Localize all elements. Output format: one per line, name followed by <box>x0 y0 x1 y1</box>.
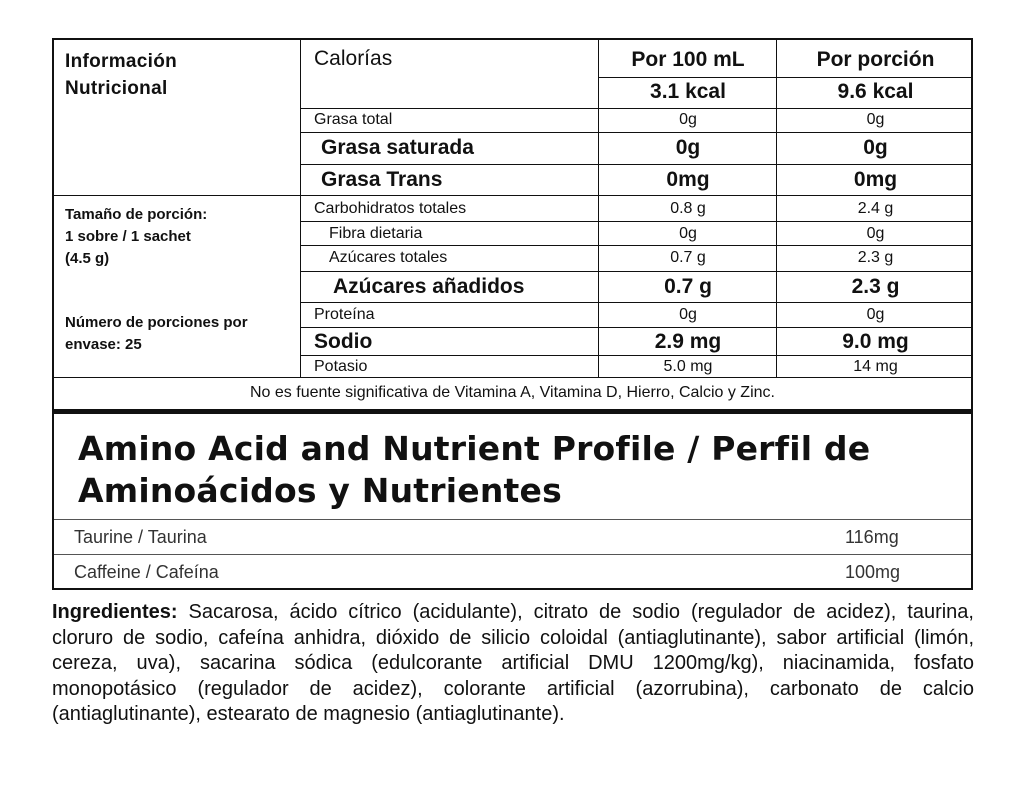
amino-row-taurine <box>54 519 971 555</box>
nutrient-portion-grasa-saturada: 0g <box>863 136 888 159</box>
nutrient-portion-sodio: 9.0 mg <box>842 330 909 353</box>
kcal-per-100ml: 3.1 kcal <box>650 80 726 103</box>
calorias-label: Calorías <box>314 47 393 70</box>
amino-profile-table <box>52 409 973 590</box>
nutrient-per100-fibra: 0g <box>679 225 697 242</box>
nutrient-portion-grasa-total: 0g <box>866 111 885 128</box>
nutrient-portion-grasa-trans: 0mg <box>853 168 898 191</box>
amino-title-line2: Aminoácidos y Nutrientes <box>78 471 562 510</box>
ingredients-label: Ingredientes: <box>52 601 178 623</box>
nutrient-per100-grasa-trans: 0mg <box>666 168 710 191</box>
nutrient-name-sodio: Sodio <box>314 330 373 353</box>
serving-size-grams: (4.5 g) <box>65 250 110 267</box>
kcal-per-portion: 9.6 kcal <box>837 80 914 103</box>
nutrient-portion-proteina: 0g <box>866 306 885 323</box>
amino-value: 116mg <box>845 527 899 547</box>
servings-per-container-value: envase: 25 <box>65 336 142 353</box>
nutrient-name-proteina: Proteína <box>314 306 375 323</box>
ingredients-text: Sacarosa, ácido cítrico (acidulante), citrato de sodio (regulador de acidez), taurina, cloruro de sodio, cafeína anhidra, dióxido de silicio coloidal (antiaglutinante), sabor artificial (limón, cereza, uva), sacarina sódica (edulcorante artificial DMU 1200mg/kg), niacinamida, fosfato monopotásico (regulador de acidez), colorante artificial (azorrubina), carbonato de calcio (antiaglutinante), estearato de magnesio (antiaglutinante). <box>52 601 974 726</box>
nutrition-title-line1: Información <box>65 51 178 72</box>
nutrient-portion-azucares-totales: 2.3 g <box>857 249 894 266</box>
ingredients-paragraph <box>52 600 974 728</box>
amino-value: 100mg <box>845 562 901 582</box>
nutrient-name-azucares-totales: Azúcares totales <box>329 249 448 266</box>
nutrient-name-grasa-saturada: Grasa saturada <box>321 136 474 159</box>
amino-profile-title <box>78 428 870 512</box>
nutrient-per100-proteina: 0g <box>679 306 697 323</box>
nutrient-portion-azucares-anadidos: 2.3 g <box>851 275 900 298</box>
servings-per-container-label: Número de porciones por <box>65 314 248 331</box>
nutrient-name-fibra: Fibra dietaria <box>329 225 423 242</box>
serving-size-label: Tamaño de porción: <box>65 206 208 223</box>
nutrient-portion-carbohidratos: 2.4 g <box>857 200 894 217</box>
amino-title-line1: Amino Acid and Nutrient Profile / Perfil de <box>78 429 871 468</box>
nutrition-title-line2: Nutricional <box>65 78 168 99</box>
column-header-per-portion: Por porción <box>816 48 935 71</box>
nutrient-name-azucares-anadidos: Azúcares añadidos <box>333 275 525 298</box>
nutrient-per100-grasa-saturada: 0g <box>675 136 701 159</box>
nutrient-per100-grasa-total: 0g <box>679 111 697 128</box>
amino-name: Caffeine / Cafeína <box>74 562 219 582</box>
nutrient-name-grasa-total: Grasa total <box>314 111 393 128</box>
nutrient-portion-potasio: 14 mg <box>853 358 898 375</box>
nutrition-facts-table <box>52 38 973 411</box>
amino-row-caffeine <box>54 554 971 590</box>
serving-size-sachet: 1 sobre / 1 sachet <box>65 228 191 245</box>
nutrient-name-carbohidratos: Carbohidratos totales <box>314 200 467 217</box>
nutrient-per100-sodio: 2.9 mg <box>654 330 722 353</box>
column-header-per-100ml: Por 100 mL <box>631 48 745 71</box>
nutrient-per100-potasio: 5.0 mg <box>663 358 713 375</box>
nutrient-per100-azucares-anadidos: 0.7 g <box>664 275 712 298</box>
nutrition-footnote: No es fuente significativa de Vitamina A, Vitamina D, Hierro, Calcio y Zinc. <box>250 384 775 401</box>
nutrient-portion-fibra: 0g <box>866 225 885 242</box>
amino-name: Taurine / Taurina <box>74 527 207 547</box>
nutrient-name-potasio: Potasio <box>314 358 368 375</box>
nutrient-name-grasa-trans: Grasa Trans <box>321 168 443 191</box>
nutrient-per100-carbohidratos: 0.8 g <box>670 200 706 217</box>
nutrient-per100-azucares-totales: 0.7 g <box>670 249 706 266</box>
